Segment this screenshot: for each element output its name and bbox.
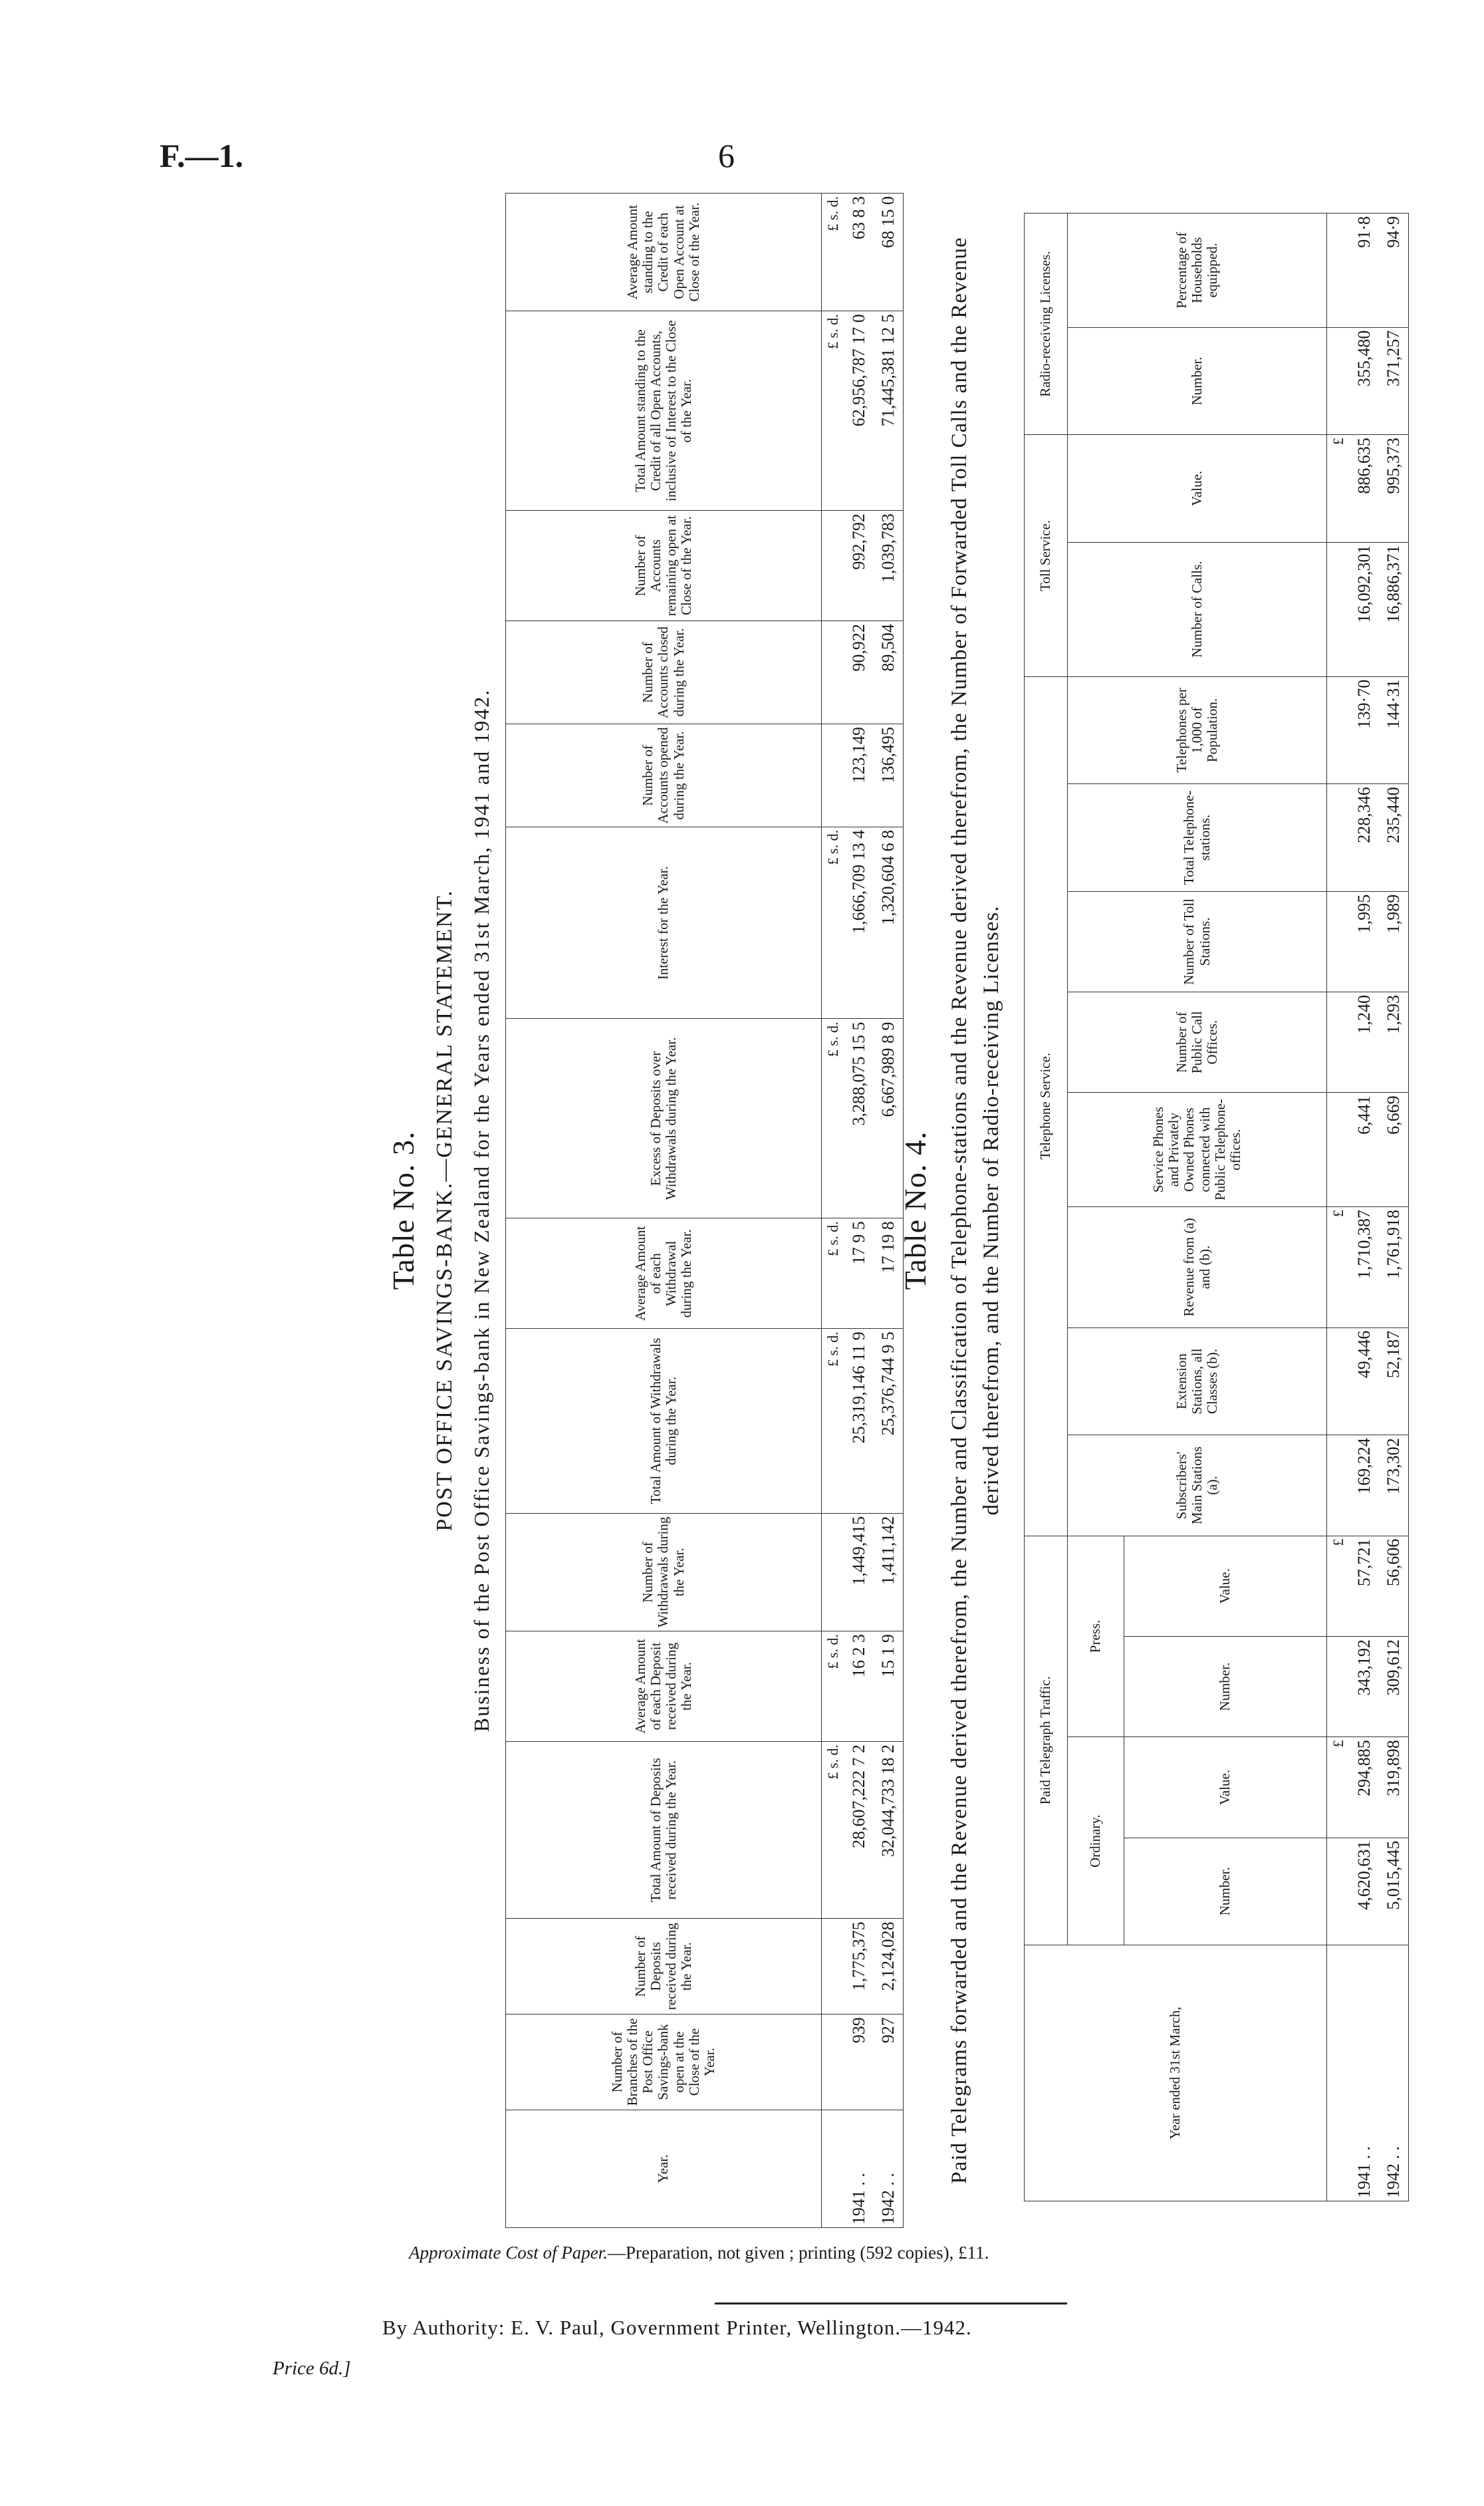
table-cell: 886,635 [1350, 435, 1379, 542]
table-cell: 89,504 [874, 621, 904, 724]
table4-toll-header: Toll Service. [1025, 435, 1068, 677]
table4-col-header: Number. [1124, 1838, 1327, 1945]
table-cell: 343,192 [1350, 1636, 1379, 1737]
table3-col-header: Average Amount standing to the Credit of each Open Account at Close of the Year. [506, 194, 822, 311]
table4-unit-cell [1327, 327, 1350, 434]
table-cell: 28,607,222 7 2 [844, 1741, 874, 1918]
table-cell: 995,373 [1379, 435, 1409, 542]
table-cell: 91·8 [1350, 213, 1379, 328]
table3-unit-cell [822, 2015, 845, 2110]
table-cell: 25,319,146 11 9 [844, 1329, 874, 1513]
table3-unit-cell [822, 1919, 845, 2015]
table4-col-header: Number of Toll Stations. [1068, 891, 1327, 992]
table3-unit-cell [822, 621, 845, 724]
table4-col-header: Value. [1124, 1536, 1327, 1636]
table3-unit-cell: £ s. d. [822, 1218, 845, 1329]
table4-unit-cell [1327, 1636, 1350, 1737]
table3-unit-row [822, 194, 845, 2228]
table3-col-header: Average Amount of each Withdrawal during the Year. [506, 1218, 822, 1329]
table3-col-header: Total Amount of Deposits received during the Year. [506, 1741, 822, 1918]
table4-unit-cell [1327, 1838, 1350, 1945]
table4-unit-row [1327, 213, 1350, 2201]
table3-unit-cell [822, 724, 845, 827]
table3-year-cell: 1942 . . [874, 2110, 904, 2227]
table-cell: 3,288,075 15 5 [844, 1019, 874, 1218]
table4-unit-cell [1327, 1093, 1350, 1207]
table-cell: 169,224 [1350, 1435, 1379, 1536]
table-cell: 1,989 [1379, 891, 1409, 992]
table3-subheading: Business of the Post Office Savings-bank in New Zealand for the Years ended 31st March, 1941 and 1942. [469, 688, 493, 1733]
table-cell: 1,775,375 [844, 1919, 874, 2015]
table-cell: 71,445,381 12 5 [874, 311, 904, 511]
table-cell: 144·31 [1379, 676, 1409, 783]
table4-radio-header: Radio-receiving Licenses. [1025, 213, 1068, 435]
table3-col-header: Number of Accounts remaining open at Close of the Year. [506, 511, 822, 621]
table3-col-header: Number of Accounts opened during the Year. [506, 724, 822, 827]
table3-unit-cell: £ s. d. [822, 311, 845, 511]
table3-col-header: Number of Branches of the Post Office Savings-bank open at the Close of the Year. [506, 2015, 822, 2110]
table3-col-header: Average Amount of each Deposit received during the Year. [506, 1631, 822, 1741]
table-cell: 992,792 [844, 511, 874, 621]
table4-unit-cell: £ [1327, 435, 1350, 542]
table-cell: 49,446 [1350, 1327, 1379, 1435]
table4-subgroup-row [1068, 213, 1124, 2201]
table4-telegraph-telephone [1024, 213, 1409, 2201]
table3-savings-bank [505, 193, 904, 2228]
table-cell: 136,495 [874, 724, 904, 827]
table3-col-header: Interest for the Year. [506, 827, 822, 1019]
table4-unit-cell [1327, 992, 1350, 1093]
table4-telephone-header: Telephone Service. [1025, 676, 1068, 1536]
table4-ordinary-header: Ordinary. [1068, 1737, 1124, 1945]
table-cell: 63 8 3 [844, 194, 874, 311]
table-cell: 6,669 [1379, 1093, 1409, 1207]
table3-unit-cell: £ s. d. [822, 1631, 845, 1741]
table-cell: 1,411,142 [874, 1513, 904, 1631]
table-cell: 1,995 [1350, 891, 1379, 992]
table3-col-header: Number of Accounts closed during the Year. [506, 621, 822, 724]
table-cell: 16 2 3 [844, 1631, 874, 1741]
table-cell: 139·70 [1350, 676, 1379, 783]
document-reference: F.—1. [160, 137, 243, 174]
table3-unit-cell [822, 511, 845, 621]
table-cell: 56,606 [1379, 1536, 1409, 1636]
table4-caption: Paid Telegrams forwarded and the Revenue derived therefrom, the Number and Classification of Telephone-stations and the Revenue derived therefrom, the Number of Forwarded Toll Calls and the Revenue derived therefrom, and the Number of Radio-receiving Licenses. [947, 237, 1003, 2184]
table4-col-header: Extension Stations, all Classes (b). [1068, 1327, 1327, 1435]
table4-col-header: Number. [1068, 327, 1327, 434]
table-cell: 6,667,989 8 9 [874, 1019, 904, 1218]
table3-col-header: Number of Deposits received during the Year. [506, 1919, 822, 2015]
table-cell: 1,710,387 [1350, 1207, 1379, 1328]
price-note: Price 6d.] [273, 2358, 351, 2379]
table4-col-header: Value. [1068, 435, 1327, 542]
table-cell: 5,015,445 [1379, 1838, 1409, 1945]
table4-year-header: Year ended 31st March, [1025, 1945, 1327, 2201]
table-cell: 123,149 [844, 724, 874, 827]
table3-unit-cell: £ s. d. [822, 827, 845, 1019]
table4-col-header: Number. [1124, 1636, 1327, 1737]
table-cell: 94·9 [1379, 213, 1409, 328]
table-cell: 939 [844, 2015, 874, 2110]
table4-unit-cell: £ [1327, 1737, 1350, 1838]
rotated-tables-panel [379, 180, 1443, 2241]
table4-col-header: Number of Calls. [1068, 542, 1327, 676]
table-cell: 62,956,787 17 0 [844, 311, 874, 511]
table4-year-cell: 1942 . . [1379, 1945, 1409, 2201]
table-cell: 173,302 [1379, 1435, 1409, 1536]
table4-col-header: Revenue from (a) and (b). [1068, 1207, 1327, 1328]
table-cell: 228,346 [1350, 784, 1379, 891]
table-cell: 355,480 [1350, 327, 1379, 434]
table-cell: 17 9 5 [844, 1218, 874, 1329]
table4-col-header: Number of Public Call Offices. [1068, 992, 1327, 1093]
table-cell: 927 [874, 2015, 904, 2110]
table-cell: 1,293 [1379, 992, 1409, 1093]
table3-header-row [506, 194, 822, 2228]
table3-unit-cell [822, 1513, 845, 1631]
cost-text: —Preparation, not given ; printing (592 copies), £11. [607, 2243, 989, 2263]
table-cell: 52,187 [1379, 1327, 1409, 1435]
table3-unit-cell: £ s. d. [822, 194, 845, 311]
table4-unit-cell [1327, 1435, 1350, 1536]
table-cell: 319,898 [1379, 1737, 1409, 1838]
table3-heading: POST OFFICE SAVINGS-BANK.—GENERAL STATEMENT. [432, 889, 457, 1532]
footer-divider [715, 2302, 1067, 2304]
table-cell: 1,320,604 6 8 [874, 827, 904, 1019]
table-cell: 57,721 [1350, 1536, 1379, 1636]
table4-number: Table No. 4. [898, 1131, 932, 1290]
table4-col-header: Telephones per 1,000 of Population. [1068, 676, 1327, 783]
table-row [1379, 213, 1409, 2201]
table-cell: 1,761,918 [1379, 1207, 1409, 1328]
table3-col-header: Total Amount standing to the Credit of all Open Accounts, inclusive of Interest to the Close of the Year. [506, 311, 822, 511]
table4-unit-cell [1327, 542, 1350, 676]
table4-unit-cell: £ [1327, 1536, 1350, 1636]
table4-telegraph-header: Paid Telegraph Traffic. [1025, 1536, 1068, 1945]
table-cell: 16,092,301 [1350, 542, 1379, 676]
table-cell: 371,257 [1379, 327, 1409, 434]
table4-col-header: Value. [1124, 1737, 1327, 1838]
table4-unit-cell [1327, 213, 1350, 328]
table3-col-header: Total Amount of Withdrawals during the Year. [506, 1329, 822, 1513]
table4-unit-cell [1327, 676, 1350, 783]
table-cell: 235,440 [1379, 784, 1409, 891]
table4-year-cell: 1941 . . [1350, 1945, 1379, 2201]
table3-year-cell: 1941 . . [844, 2110, 874, 2227]
table-row [844, 194, 874, 2228]
table-cell: 25,376,744 9 5 [874, 1329, 904, 1513]
table4-col-header: Subscribers' Main Stations (a). [1068, 1435, 1327, 1536]
table4-col-header: Service Phones and Privately Owned Phones connected with Public Telephone-offices. [1068, 1093, 1327, 1207]
table3-unit-cell: £ s. d. [822, 1329, 845, 1513]
cost-label: Approximate Cost of Paper. [409, 2243, 608, 2263]
table-row [1350, 213, 1379, 2201]
table4-group-row [1025, 213, 1068, 2201]
table3-unit-cell: £ s. d. [822, 1019, 845, 1218]
table4-col-header: Total Telephone-stations. [1068, 784, 1327, 891]
table-cell: 17 19 8 [874, 1218, 904, 1329]
cost-of-paper-note [409, 2243, 989, 2263]
table4-unit-cell [1327, 1945, 1350, 2201]
table-cell: 1,449,415 [844, 1513, 874, 1631]
table-cell: 1,039,783 [874, 511, 904, 621]
table-cell: 1,666,709 13 4 [844, 827, 874, 1019]
table4-unit-cell [1327, 784, 1350, 891]
table-cell: 90,922 [844, 621, 874, 724]
table4-unit-cell: £ [1327, 1207, 1350, 1328]
table4-unit-cell [1327, 1327, 1350, 1435]
table-cell: 32,044,733 18 2 [874, 1741, 904, 1918]
page-number: 6 [718, 137, 735, 174]
table-cell: 294,885 [1350, 1737, 1379, 1838]
table3-col-header: Excess of Deposits over Withdrawals during the Year. [506, 1019, 822, 1218]
table3-unit-cell: £ s. d. [822, 1741, 845, 1918]
table3-unit-cell [822, 2110, 845, 2227]
table-cell: 4,620,631 [1350, 1838, 1379, 1945]
table4-unit-cell [1327, 891, 1350, 992]
table-cell: 6,441 [1350, 1093, 1379, 1207]
table3-number: Table No. 3. [386, 1131, 420, 1290]
table4-col-header: Percentage of Households equipped. [1068, 213, 1327, 328]
table3-col-header: Year. [506, 2110, 822, 2227]
table3-col-header: Number of Withdrawals during the Year. [506, 1513, 822, 1631]
table-cell: 2,124,028 [874, 1919, 904, 2015]
table-cell: 68 15 0 [874, 194, 904, 311]
table-cell: 15 1 9 [874, 1631, 904, 1741]
table-cell: 1,240 [1350, 992, 1379, 1093]
table-cell: 309,612 [1379, 1636, 1409, 1737]
table4-press-header: Press. [1068, 1536, 1124, 1737]
printer-authority: By Authority: E. V. Paul, Government Printer, Wellington.—1942. [382, 2316, 972, 2339]
table-cell: 16,886,371 [1379, 542, 1409, 676]
